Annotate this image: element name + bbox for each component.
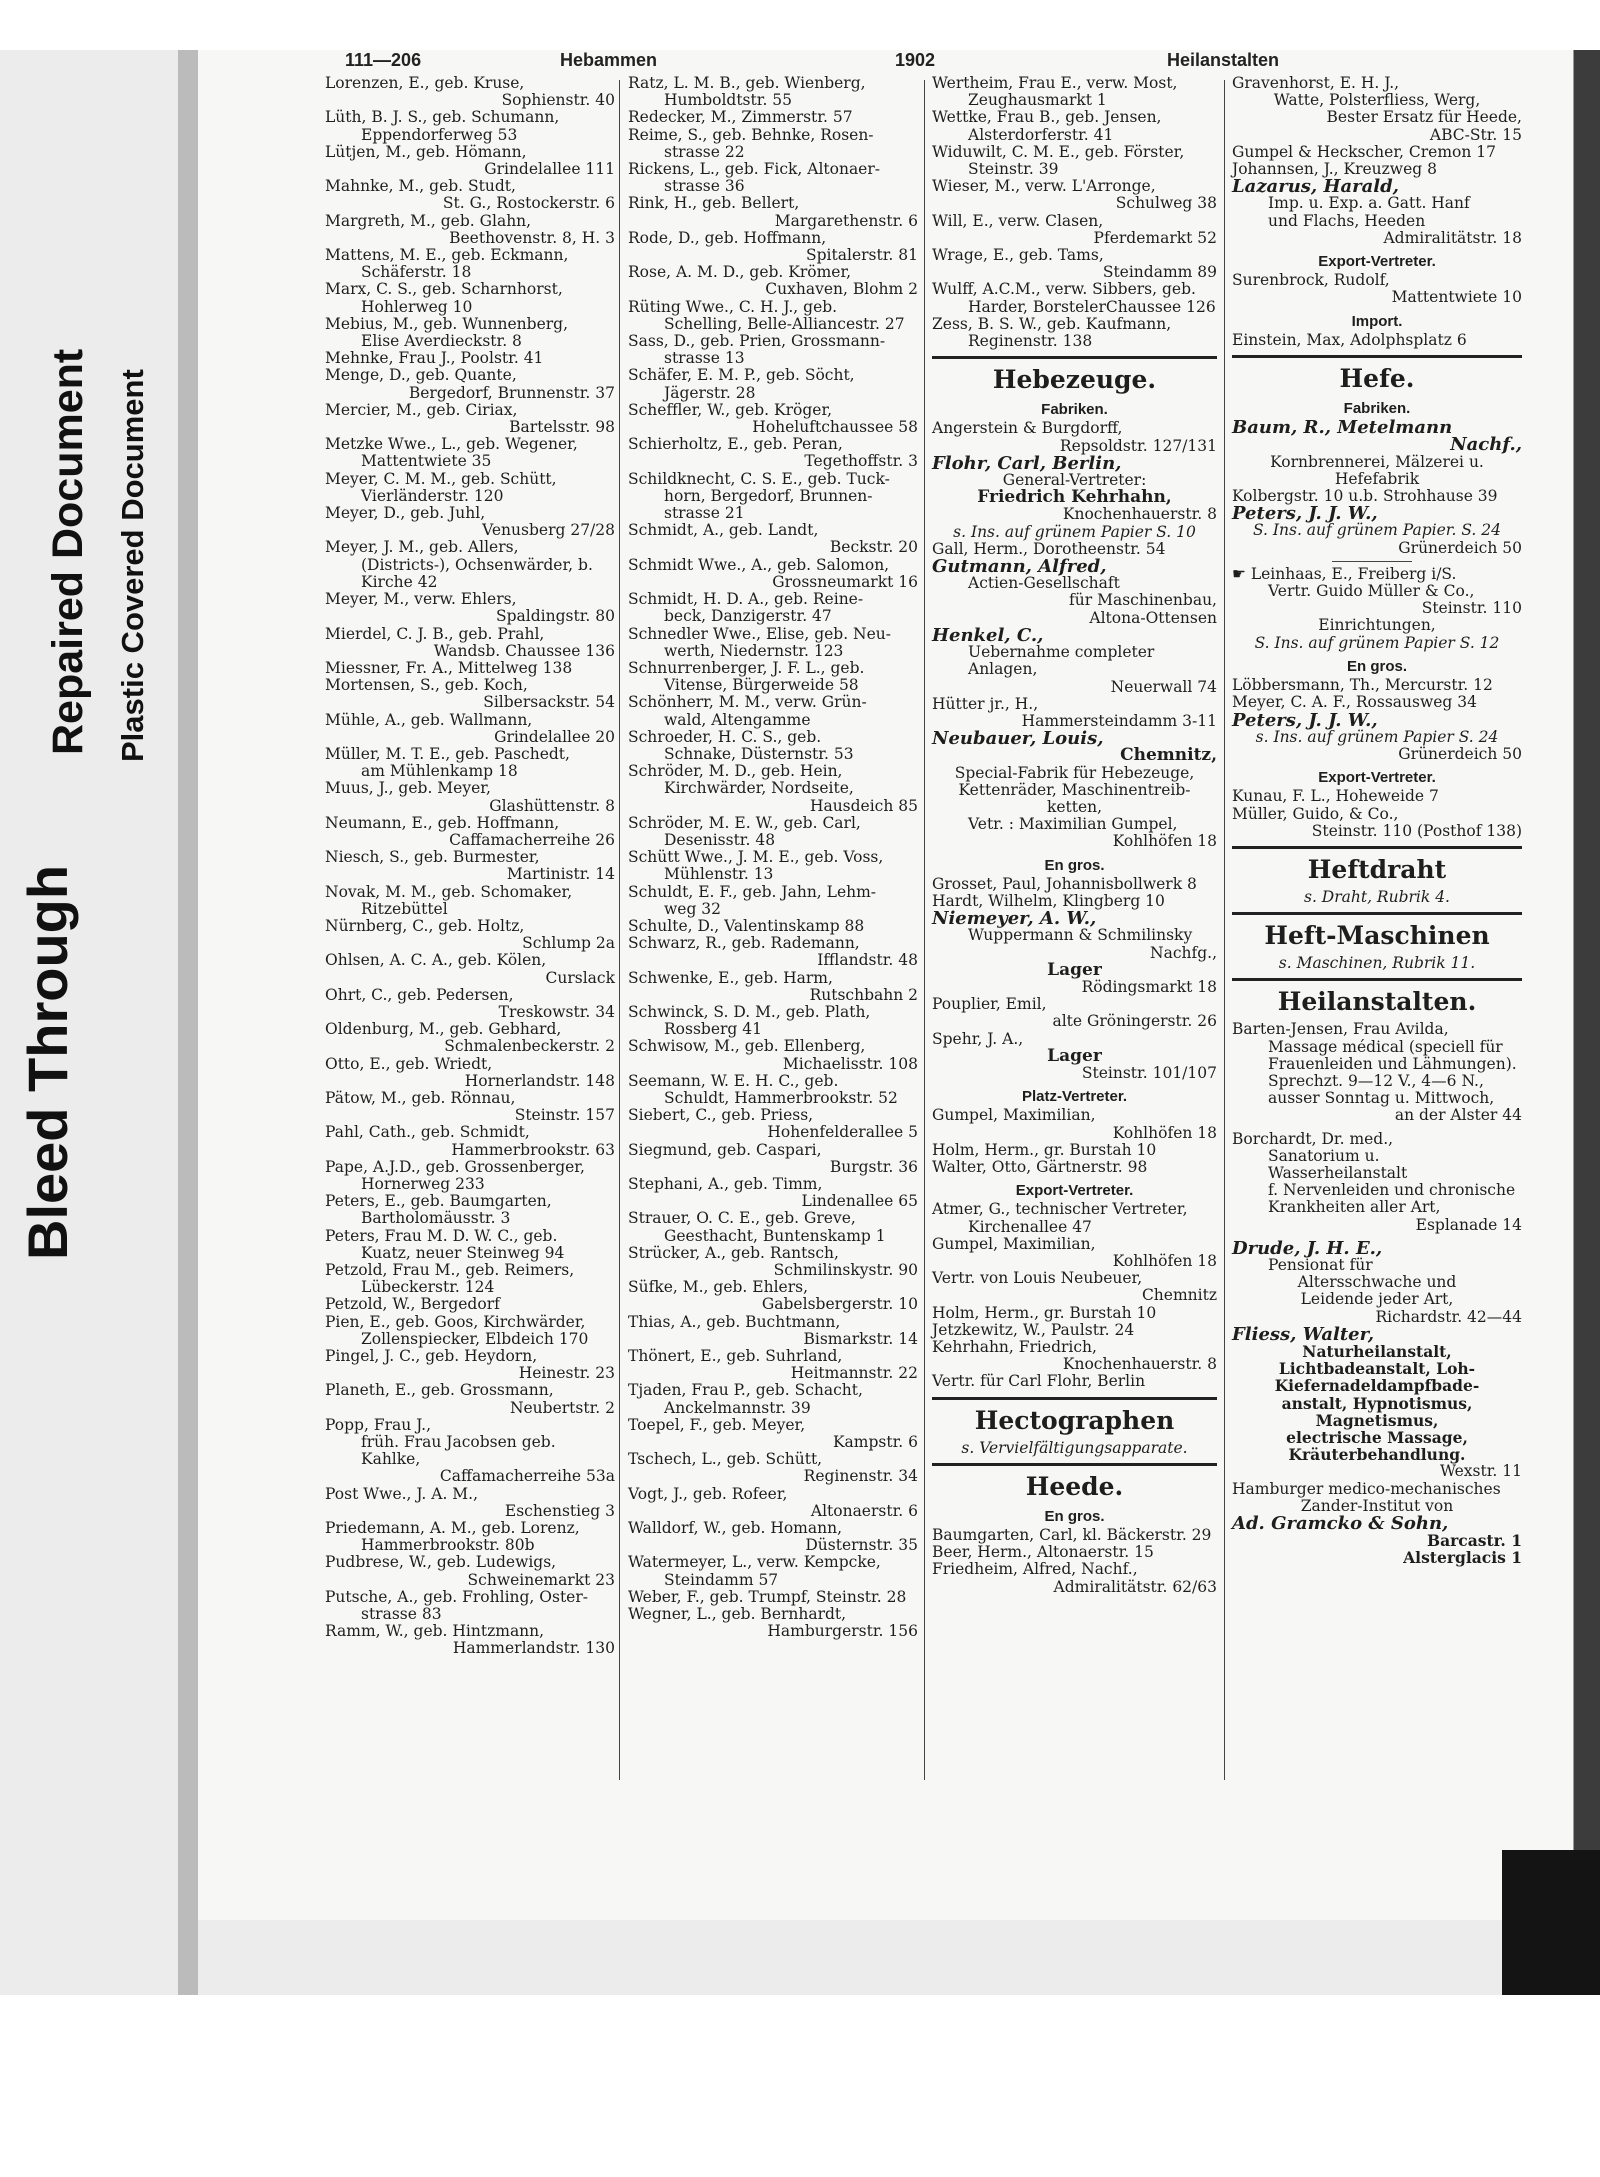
list-item: Will, E., verw. Clasen, Pferdemarkt 52 [932, 211, 1217, 247]
list-item: Mercier, M., geb. Ciriax, Bartelsstr. 98 [325, 400, 615, 437]
list-item: Thias, A., geb. Buchtmann, Bismarkstr. 14 [628, 1312, 918, 1348]
list-item: Lazarus, Harald, Imp. u. Exp. a. Gatt. Hanf und Flachs, Heeden Admiralitätstr. 18 [1232, 176, 1522, 247]
list-item: Schroeder, H. C. S., geb. Schnake, Düsternstr. 53 [628, 727, 854, 763]
list-item: Schulte, D., Valentinskamp 88 [628, 916, 865, 935]
list-item: Wertheim, Frau E., verw. Most, Zeughausmarkt 1 [932, 74, 1178, 110]
subsection-fabriken: Fabriken. [1343, 400, 1411, 418]
list-item: Weber, F., geb. Trumpf, Steinstr. 28 [628, 1587, 907, 1606]
list-item: Rink, H., geb. Bellert, Margarethenstr. 6 [628, 194, 918, 230]
section-rule [1232, 355, 1522, 358]
list-item: Schierholtz, E., geb. Peran, Tegethoffstr. 3 [628, 435, 918, 471]
list-item: Hütter jr., H., Hammersteindamm 3-11 [932, 694, 1217, 730]
list-item: Seemann, W. E. H. C., geb. Schuldt, Hammerbrookstr. 52 [628, 1071, 898, 1107]
list-item: Johannsen, J., Kreuzweg 8 [1232, 160, 1437, 179]
list-item: Watermeyer, L., verw. Kempcke, Steindamm 57 [628, 1553, 881, 1589]
list-item: Pien, E., geb. Goos, Kirchwärder, Zollenspiecker, Elbdeich 170 [325, 1312, 589, 1348]
subsection-platz-vertreter: Platz-Vertreter. [1021, 1088, 1128, 1106]
column-1 [325, 75, 615, 1658]
list-item: Surenbrock, Rudolf, Mattentwiete 10 [1232, 271, 1522, 307]
list-item: Pudbrese, W., geb. Ludewigs, Schweinemarkt 23 [325, 1553, 615, 1589]
list-item: Süfke, M., geb. Ehlers, Gabelsbergerstr. 10 [628, 1278, 918, 1314]
column-divider [924, 80, 925, 1780]
list-item: Tjaden, Frau P., geb. Schacht, Anckelmannstr. 39 [628, 1381, 863, 1417]
short-rule [1332, 561, 1412, 562]
list-item: Schwisow, M., geb. Ellenberg, Michaelisstr. 108 [628, 1037, 918, 1073]
list-item: Popp, Frau J., früh. Frau Jacobsen geb. Kahlke, Caffamacherreihe 53a [325, 1415, 615, 1486]
subsection-en-gros: En gros. [1044, 1507, 1105, 1525]
list-item: Henkel, C., Uebernahme completer Anlagen, Neuerwall 74 [932, 624, 1217, 696]
list-item: Pape, A.J.D., geb. Grossenberger, Hornerweg 233 [325, 1157, 585, 1193]
list-item: Mebius, M., geb. Wunnenberg, Elise Averdieckstr. 8 [325, 314, 568, 351]
list-item: Oldenburg, M., geb. Gebhard, Schmalenbeckerstr. 2 [325, 1020, 615, 1056]
list-item: Wulff, A.C.M., verw. Sibbers, geb. Harder, BorstelerChaussee 126 [932, 280, 1216, 316]
section-title-heilanstalten: Heilanstalten. [1277, 987, 1477, 1017]
subsection-import: Import. [1351, 312, 1403, 330]
section-rule [1232, 912, 1522, 915]
section-title-heede: Heede. [1025, 1471, 1124, 1501]
list-item: Petzold, W., Bergedorf [325, 1295, 500, 1314]
list-item: Müller, M. T. E., geb. Paschedt, am Mühlenkamp 18 [325, 744, 570, 781]
list-item: Barten-Jensen, Frau Avilda, Massage médical (speciell für Frauenleiden und Lähmungen). Sprechzt. 9—12 V., 4—6 N., ausser Sonntag u. Mittwoch, an der Alster 44 [1232, 1020, 1522, 1125]
list-item: Schnedler Wwe., Elise, geb. Neu- werth, Niedernstr. 123 [628, 624, 892, 660]
list-item: Otto, E., geb. Wriedt, Hornerlandstr. 148 [325, 1054, 615, 1090]
list-item: Peters, J. J. W., S. Ins. auf grünem Papier. S. 24 Grünerdeich 50 [1232, 503, 1522, 557]
list-item: Flohr, Carl, Berlin, General-Vertreter: Friedrich Kehrhahn, Knochenhauerstr. 8 s. Ins. auf grünem Papier S. 10 [932, 452, 1217, 541]
cross-reference: s. Draht, Rubrik 4. [1303, 887, 1450, 906]
list-item: Meyer, J. M., geb. Allers, (Districts-), Ochsenwärder, b. Kirche 42 [325, 538, 593, 591]
list-item: Meyer, C. A. F., Rossausweg 34 [1232, 693, 1477, 712]
list-item: Mehnke, Frau J., Poolstr. 41 [325, 349, 544, 368]
list-item: Kehrhahn, Friedrich, Knochenhauerstr. 8 [932, 1338, 1217, 1374]
list-item: Gumpel, Maximilian, Kohlhöfen 18 [932, 1106, 1217, 1142]
list-item: Vertr. für Carl Flohr, Berlin [932, 1372, 1146, 1391]
list-item: Ad. Gramcko & Sohn, Barcastr. 1 Alsterglacis 1 [1232, 1513, 1522, 1568]
list-item: Reime, S., geb. Behnke, Rosen- strasse 22 [628, 125, 874, 161]
list-item: Niesch, S., geb. Burmester, Martinistr. 14 [325, 848, 615, 884]
list-item: Hamburger medico-mechanisches Zander-Institut von [1232, 1479, 1501, 1515]
list-item: Schnurrenberger, J. F. L., geb. Vitense, Bürgerweide 58 [628, 658, 865, 695]
list-item: Mierdel, C. J. B., geb. Prahl, Wandsb. Chaussee 136 [325, 624, 615, 660]
list-item: Angerstein & Burgdorff, Repsoldstr. 127/131 [932, 419, 1217, 455]
list-item: Gutmann, Alfred, Actien-Gesellschaft für Maschinenbau, Altona-Ottensen [932, 556, 1217, 627]
list-item: Schmidt Wwe., A., geb. Salomon, Grossneumarkt 16 [628, 555, 918, 591]
section-rule [932, 1463, 1217, 1466]
header-left-keyword: Hebammen [560, 50, 658, 70]
list-item: Walter, Otto, Gärtnerstr. 98 [932, 1157, 1148, 1176]
list-item: Löbbersmann, Th., Mercurstr. 12 [1232, 676, 1493, 695]
section-title-heft-maschinen: Heft-Maschinen [1264, 921, 1490, 951]
list-item: Schildknecht, C. S. E., geb. Tuck- horn, Bergedorf, Brunnen- strasse 21 [628, 469, 890, 523]
list-item: Ramm, W., geb. Hintzmann, Hammerlandstr. 130 [325, 1622, 615, 1658]
list-item: Siebert, C., geb. Priess, Hohenfelderallee 5 [628, 1106, 918, 1142]
list-item: Lütjen, M., geb. Hömann, Grindelallee 111 [325, 142, 615, 179]
list-item: Redecker, M., Zimmerstr. 57 [628, 108, 853, 127]
section-title-hebezeuge: Hebezeuge. [992, 365, 1157, 395]
list-item: Muus, J., geb. Meyer, Glashüttenstr. 8 [325, 779, 615, 815]
list-item: Neumann, E., geb. Hoffmann, Caffamacherreihe 26 [325, 813, 615, 849]
list-item: Pahl, Cath., geb. Schmidt, Hammerbrookstr. 63 [325, 1123, 615, 1159]
list-item: Petzold, Frau M., geb. Reimers, Lübeckerstr. 124 [325, 1261, 575, 1297]
list-item: Strauer, O. C. E., geb. Greve, Geesthacht, Buntenskamp 1 [628, 1209, 886, 1245]
list-item: Holm, Herm., gr. Burstah 10 [932, 1303, 1157, 1322]
section-rule [1232, 846, 1522, 849]
cross-reference: s. Maschinen, Rubrik 11. [1278, 954, 1476, 973]
page-range: 111—206 [345, 50, 422, 70]
list-item: Nürnberg, C., geb. Holtz, Schlump 2a [325, 916, 615, 953]
list-item: Menge, D., geb. Quante, Bergedorf, Brunnenstr. 37 [325, 366, 615, 402]
list-item: Vertr. von Louis Neubeuer, Chemnitz [932, 1269, 1217, 1305]
list-item: Baum, R., Metelmann Nachf., Kornbrennerei, Mälzerei u. Hefefabrik Kolbergstr. 10 u.b. Strohhause 39 [1232, 417, 1522, 506]
list-item: Gall, Herm., Dorotheenstr. 54 [932, 539, 1166, 558]
column-divider [1224, 80, 1225, 1780]
list-item: Einstein, Max, Adolphsplatz 6 [1232, 330, 1467, 349]
list-item: Wettke, Frau B., geb. Jensen, Alsterdorferstr. 41 [932, 108, 1162, 144]
list-item: Gumpel & Heckscher, Cremon 17 [1232, 142, 1496, 161]
list-item: Schäfer, E. M. P., geb. Söcht, Jägerstr. 28 [628, 366, 855, 402]
list-item: Peters, E., geb. Baumgarten, Bartholomäusstr. 3 [325, 1192, 552, 1228]
section-rule [932, 356, 1217, 359]
list-item: Wegner, L., geb. Bernhardt, Hamburgerstr. 156 [628, 1605, 918, 1641]
list-item: Toepel, F., geb. Meyer, Kampstr. 6 [628, 1415, 918, 1452]
list-item: Baumgarten, Carl, kl. Bäckerstr. 29 [932, 1526, 1212, 1545]
list-item: Meyer, M., verw. Ehlers, Spaldingstr. 80 [325, 590, 615, 626]
list-item: Niemeyer, A. W., Wuppermann & Schmilinsky Nachfg., Lager Rödingsmarkt 18 [932, 908, 1217, 996]
list-item: Atmer, G., technischer Vertreter, Kirchenallee 47 [932, 1200, 1188, 1236]
page-header [305, 50, 1305, 72]
list-item: Margreth, M., geb. Glahn, Beethovenstr. 8, H. 3 [325, 211, 615, 247]
list-item: Friedheim, Alfred, Nachf., Admiralitätstr. 62/63 [932, 1560, 1217, 1596]
list-item: Spehr, J. A., Lager Steinstr. 101/107 [932, 1029, 1217, 1082]
subsection-export-vertreter: Export-Vertreter. [1318, 253, 1436, 271]
book-spine [1574, 50, 1600, 1995]
column-3 [932, 75, 1217, 1596]
list-item: Peters, Frau M. D. W. C., geb. Kuatz, neuer Steinweg 94 [325, 1226, 565, 1262]
list-item: Peters, J. J. W., s. Ins. auf grünem Papier S. 24 Grünerdeich 50 [1232, 709, 1522, 763]
section-title-hefe: Hefe. [1339, 364, 1415, 394]
subsection-fabriken: Fabriken. [1041, 401, 1108, 419]
subsection-export-vertreter: Export-Vertreter. [1318, 769, 1436, 787]
section-title-hectographen: Hectographen [974, 1405, 1175, 1435]
list-item: Gravenhorst, E. H. J., Watte, Polsterfliess, Werg, Bester Ersatz für Heede, ABC-Str. 15 [1232, 74, 1522, 144]
list-item: Schuldt, E. F., geb. Jahn, Lehm- weg 32 [628, 882, 877, 918]
section-rule [1232, 978, 1522, 981]
list-item: Jetzkewitz, W., Paulstr. 24 [932, 1320, 1135, 1339]
list-item: Walldorf, W., geb. Homann, Düsternstr. 35 [628, 1519, 918, 1555]
section-rule [932, 1397, 1217, 1400]
list-item: Fliess, Walter, Naturheilanstalt, Lichtbadeanstalt, Loh- Kiefernadeldampfbade- anstalt, Hypnotismus, Magnetismus, electrische Massage, Kräuterbehandlung. Wexstr. 11 [1232, 1323, 1522, 1481]
bleed-through-label: Bleed Through [16, 864, 79, 1260]
list-item: Pouplier, Emil, alte Gröningerstr. 26 [932, 995, 1217, 1031]
list-item: Schwenke, E., geb. Harm, Rutschbahn 2 [628, 968, 918, 1004]
page-edge [178, 50, 198, 1995]
subsection-export-vertreter: Export-Vertreter. [1015, 1182, 1134, 1200]
list-item: Rickens, L., geb. Fick, Altonaer- strasse 36 [628, 160, 881, 196]
list-item: Müller, Guido, & Co., Steinstr. 110 (Posthof 138) [1232, 804, 1522, 840]
list-item: Mahnke, M., geb. Studt, St. G., Rostockerstr. 6 [325, 177, 615, 213]
list-item: Wieser, M., verw. L'Arronge, Schulweg 38 [932, 177, 1217, 213]
list-item: Kunau, F. L., Hoheweide 7 [1232, 787, 1439, 806]
subsection-en-gros: En gros. [1346, 657, 1407, 675]
dark-corner [1502, 1850, 1600, 1995]
list-item: Schütt Wwe., J. M. E., geb. Voss, Mühlenstr. 13 [628, 848, 884, 884]
list-item: Rose, A. M. D., geb. Krömer, Cuxhaven, Blohm 2 [628, 263, 918, 299]
list-item: Grosset, Paul, Johannisbollwerk 8 [932, 874, 1197, 893]
list-item: Widuwilt, C. M. E., geb. Förster, Steinstr. 39 [932, 142, 1185, 179]
list-item: Mortensen, S., geb. Koch, Silbersackstr. 54 [325, 676, 615, 712]
list-item: Schwarz, R., geb. Rademann, Ifflandstr. 48 [628, 934, 918, 970]
list-item: Ohrt, C., geb. Pedersen, Treskowstr. 34 [325, 985, 615, 1021]
list-item: Tschech, L., geb. Schütt, Reginenstr. 34 [628, 1450, 918, 1486]
list-item: Mühle, A., geb. Wallmann, Grindelallee 20 [325, 710, 615, 746]
column-4 [1232, 75, 1522, 1567]
repaired-document-label: Repaired Document [44, 348, 92, 755]
label-sidebar [0, 50, 178, 1995]
column-2 [628, 75, 918, 1640]
list-item: Neubauer, Louis, Chemnitz, Special-Fabrik für Hebezeuge, Kettenräder, Maschinentreib- ketten, Vetr. : Maximilian Gumpel, Kohlhöfen 18 [932, 728, 1217, 851]
list-item: Miessner, Fr. A., Mittelweg 138 [325, 658, 573, 677]
list-item: Drude, J. H. E., Pensionat für Altersschwache und Leidende jeder Art, Richardstr. 42—44 [1232, 1237, 1522, 1326]
list-item: Schönherr, M. M., verw. Grün- wald, Altengamme [628, 693, 867, 729]
list-item: Hardt, Wilhelm, Klingberg 10 [932, 891, 1165, 910]
section-title-heftdraht: Heftdraht [1307, 854, 1447, 884]
list-item: Rode, D., geb. Hoffmann, Spitalerstr. 81 [628, 228, 918, 265]
list-item: Lüth, B. J. S., geb. Schumann, Eppendorferweg 53 [325, 108, 560, 144]
list-item: Post Wwe., J. A. M., Eschenstieg 3 [325, 1484, 615, 1520]
list-item: Thönert, E., geb. Suhrland, Heitmannstr. 22 [628, 1347, 918, 1383]
list-item: Gumpel, Maximilian, Kohlhöfen 18 [932, 1234, 1217, 1270]
list-item: Pingel, J. C., geb. Heydorn, Heinestr. 23 [325, 1347, 615, 1383]
list-item: ☛ Leinhaas, E., Freiberg i/S. Vertr. Guido Müller & Co., Steinstr. 110 Einrichtungen, S. Ins. auf grünem Papier S. 12 [1232, 564, 1522, 652]
list-item: Sass, D., geb. Prien, Grossmann- strasse 13 [628, 332, 886, 368]
list-item: Stephani, A., geb. Timm, Lindenallee 65 [628, 1175, 918, 1211]
list-item: Lorenzen, E., geb. Kruse, Sophienstr. 40 [325, 74, 615, 110]
list-item: Ratz, L. M. B., geb. Wienberg, Humboldtstr. 55 [628, 74, 866, 110]
list-item: Schröder, M. E. W., geb. Carl, Desenisstr. 48 [628, 813, 861, 849]
list-item: Meyer, D., geb. Juhl, Venusberg 27/28 [325, 504, 615, 540]
list-item: Meyer, C. M. M., geb. Schütt, Vierländerstr. 120 [325, 469, 557, 505]
list-item: Schmidt, A., geb. Landt, Beckstr. 20 [628, 521, 918, 557]
list-item: Novak, M. M., geb. Schomaker, Ritzebüttel [325, 882, 573, 918]
list-item: Schmidt, H. D. A., geb. Reine- beck, Danzigerstr. 47 [628, 590, 864, 626]
list-item: Marx, C. S., geb. Scharnhorst, Hohlerweg 10 [325, 280, 563, 316]
list-item: Mattens, M. E., geb. Eckmann, Schäferstr. 18 [325, 246, 569, 282]
list-item: Rüting Wwe., C. H. J., geb. Schelling, Belle-Alliancestr. 27 [628, 297, 905, 333]
list-item: Schwinck, S. D. M., geb. Plath, Rossberg 41 [628, 1002, 871, 1039]
list-item: Scheffler, W., geb. Kröger, Hoheluftchaussee 58 [628, 400, 918, 437]
list-item: Ohlsen, A. C. A., geb. Kölen, Curslack [325, 951, 615, 987]
list-item: Vogt, J., geb. Rofeer, Altonaerstr. 6 [628, 1484, 918, 1520]
subsection-en-gros: En gros. [1044, 856, 1105, 874]
list-item: Beer, Herm., Altonaerstr. 15 [932, 1543, 1154, 1562]
list-item: Putsche, A., geb. Frohling, Oster- strasse 83 [325, 1587, 588, 1624]
list-item: Zess, B. S. W., geb. Kaufmann, Reginenstr. 138 [932, 314, 1172, 351]
header-year: 1902 [895, 50, 936, 70]
list-item: Siegmund, geb. Caspari, Burgstr. 36 [628, 1140, 918, 1176]
plastic-covered-label: Plastic Covered Document [115, 369, 150, 762]
list-item: Wrage, E., geb. Tams, Steindamm 89 [932, 246, 1217, 282]
list-item: Pätow, M., geb. Rönnau, Steinstr. 157 [325, 1088, 615, 1125]
header-right-keyword: Heilanstalten [1167, 50, 1280, 70]
list-item: Planeth, E., geb. Grossmann, Neubertstr. 2 [325, 1381, 615, 1417]
list-item: Holm, Herm., gr. Burstah 10 [932, 1140, 1157, 1159]
list-item: Schröder, M. D., geb. Hein, Kirchwärder, Nordseite, Hausdeich 85 [628, 762, 918, 815]
list-item: Borchardt, Dr. med., Sanatorium u. Wasserheilanstalt f. Nervenleiden und chronische Krankheiten aller Art, Esplanade 14 [1232, 1129, 1522, 1234]
cross-reference: s. Vervielfältigungsapparate. [961, 1438, 1188, 1457]
column-divider [619, 80, 620, 1780]
list-item: Strücker, A., geb. Rantsch, Schmilinskystr. 90 [628, 1243, 918, 1280]
list-item: Priedemann, A. M., geb. Lorenz, Hammerbrookstr. 80b [325, 1519, 580, 1555]
list-item: Metzke Wwe., L., geb. Wegener, Mattentwiete 35 [325, 435, 578, 471]
